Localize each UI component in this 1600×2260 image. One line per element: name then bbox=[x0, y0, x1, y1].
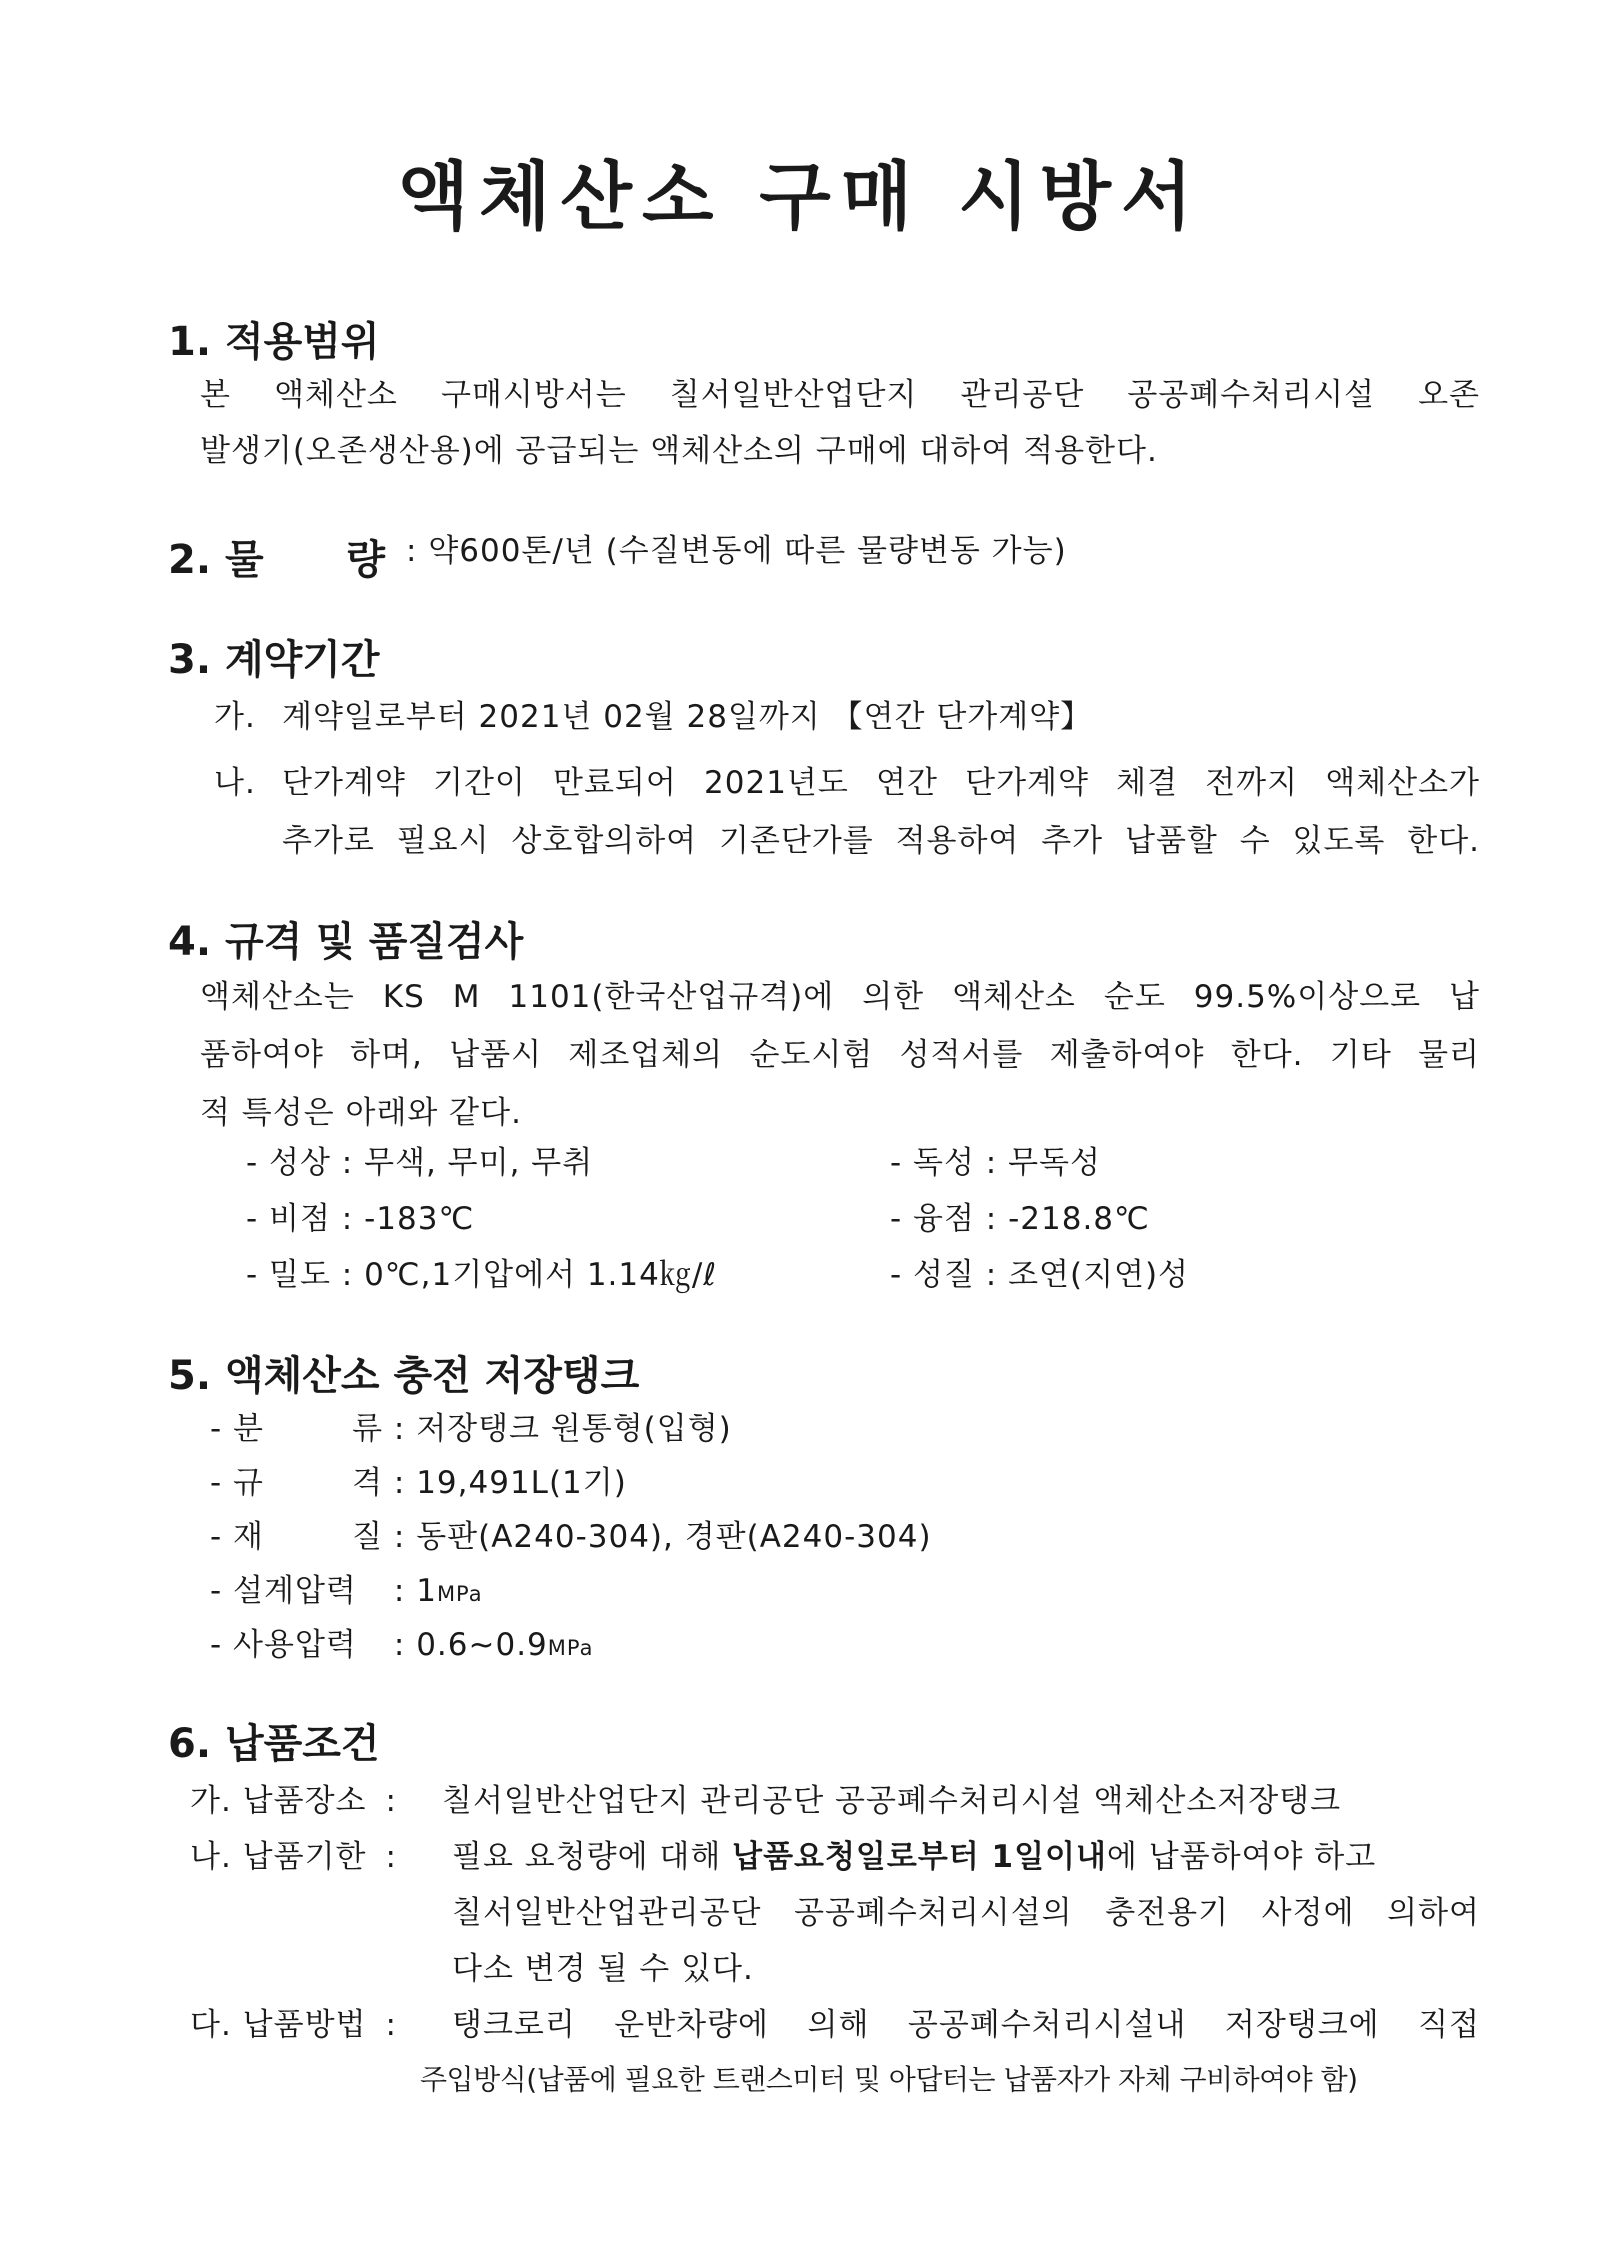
tank-spec-design-pressure bbox=[210, 1573, 483, 1609]
section-1-line-1: 본 액체산소 구매시방서는 칠서일반산업단지 관리공단 공공폐수처리시설 오존 bbox=[200, 377, 1480, 413]
tank-spec-type bbox=[210, 1411, 732, 1447]
section-1-line-2: 발생기(오존생산용)에 공급되는 액체산소의 구매에 대하여 적용한다. bbox=[200, 433, 1158, 469]
delivery-method-line-2: 주입방식(납품에 필요한 트랜스미터 및 아답터는 납품자가 자체 구비하여야 함) bbox=[420, 2063, 1358, 2096]
tank-spec-dash: - bbox=[210, 1627, 223, 1663]
section-2-text: 약600톤/년 (수질변동에 따른 물량변동 가능) bbox=[428, 533, 1067, 569]
section-2-colon: : bbox=[406, 533, 418, 569]
section-3-item-b-line-1: 단가계약 기간이 만료되어 2021년도 연간 단가계약 체결 전까지 액체산소가 bbox=[282, 765, 1480, 801]
delivery-deadline-row bbox=[190, 1839, 397, 1875]
delivery-place-marker: 가. bbox=[190, 1783, 232, 1819]
delivery-deadline-marker: 나. bbox=[190, 1839, 232, 1875]
section-4-line-1: 액체산소는 KS M 1101(한국산업규격)에 의한 액체산소 순도 99.5%이상으로 납 bbox=[200, 979, 1480, 1015]
delivery-deadline-line-3: 다소 변경 될 수 있다. bbox=[452, 1951, 754, 1987]
delivery-deadline-line-2: 칠서일반산업관리공단 공공폐수처리시설의 충전용기 사정에 의하여 bbox=[452, 1895, 1480, 1931]
section-2-value bbox=[406, 533, 1067, 569]
tank-spec-label: 분 류 bbox=[233, 1411, 384, 1447]
tank-spec-label: 재 질 bbox=[233, 1519, 384, 1555]
property-density: - 밀도 : 0℃,1기압에서 1.14㎏/ℓ bbox=[246, 1257, 718, 1293]
delivery-method-colon: : bbox=[385, 2007, 397, 2043]
tank-spec-dash: - bbox=[210, 1519, 223, 1555]
tank-spec-value: : 19,491L(1기) bbox=[393, 1465, 627, 1501]
tank-spec-unit: MPa bbox=[436, 1582, 483, 1606]
tank-spec-label: 설계압력 bbox=[233, 1573, 357, 1609]
section-2-heading bbox=[168, 528, 385, 585]
section-3-heading: 3. 계약기간 bbox=[168, 637, 380, 683]
tank-spec-value: : 저장탱크 원통형(입형) bbox=[393, 1411, 732, 1447]
tank-spec-operating-pressure bbox=[210, 1627, 594, 1663]
section-2-number: 2. bbox=[168, 537, 212, 583]
section-5-heading: 5. 액체산소 충전 저장탱크 bbox=[168, 1353, 640, 1399]
tank-spec-dash: - bbox=[210, 1573, 223, 1609]
section-3-item-a-marker: 가. bbox=[214, 699, 256, 735]
tank-spec-label: 사용압력 bbox=[233, 1627, 357, 1663]
delivery-place-value: 칠서일반산업단지 관리공단 공공폐수처리시설 액체산소저장탱크 bbox=[442, 1783, 1342, 1819]
section-3-item-b-marker: 나. bbox=[214, 765, 256, 801]
tank-spec-value: : 동판(A240-304), 경판(A240-304) bbox=[393, 1519, 932, 1555]
delivery-method-line-1: 탱크로리 운반차량에 의해 공공폐수처리시설내 저장탱크에 직접 bbox=[452, 2007, 1480, 2043]
tank-spec-material bbox=[210, 1519, 932, 1555]
section-4-line-3: 적 특성은 아래와 같다. bbox=[200, 1095, 522, 1131]
delivery-place-colon: : bbox=[385, 1783, 397, 1819]
document-title: 액체산소 구매 시방서 bbox=[397, 154, 1203, 240]
property-toxicity: - 독성 : 무독성 bbox=[890, 1145, 1101, 1181]
tank-spec-label: 규 격 bbox=[233, 1465, 384, 1501]
tank-spec-value: : 1 bbox=[393, 1573, 437, 1609]
tank-spec-capacity bbox=[210, 1465, 627, 1501]
delivery-deadline-label: 납품기한 bbox=[242, 1839, 367, 1875]
section-2-label: 물 량 bbox=[224, 537, 385, 583]
delivery-deadline-text: 에 납품하여야 하고 bbox=[1106, 1839, 1377, 1875]
section-3-item-b-line-2: 추가로 필요시 상호합의하여 기존단가를 적용하여 추가 납품할 수 있도록 한다. bbox=[282, 823, 1480, 859]
property-nature: - 성질 : 조연(지연)성 bbox=[890, 1257, 1190, 1293]
delivery-method-row bbox=[190, 2007, 397, 2043]
delivery-deadline-emphasis: 납품요청일로부터 1일이내 bbox=[732, 1839, 1107, 1875]
delivery-deadline-colon: : bbox=[385, 1839, 397, 1875]
tank-spec-dash: - bbox=[210, 1411, 223, 1447]
tank-spec-dash: - bbox=[210, 1465, 223, 1501]
property-appearance: - 성상 : 무색, 무미, 무취 bbox=[246, 1145, 594, 1181]
property-melting-point: - 융점 : -218.8℃ bbox=[890, 1201, 1150, 1237]
section-4-heading: 4. 규격 및 품질검사 bbox=[168, 919, 524, 965]
delivery-method-marker: 다. bbox=[190, 2007, 232, 2043]
tank-spec-value: : 0.6~0.9 bbox=[393, 1627, 548, 1663]
section-1-heading: 1. 적용범위 bbox=[168, 319, 380, 365]
tank-spec-unit: MPa bbox=[547, 1636, 594, 1660]
delivery-place-label: 납품장소 bbox=[242, 1783, 367, 1819]
section-4-line-2: 품하여야 하며, 납품시 제조업체의 순도시험 성적서를 제출하여야 한다. 기타 물리 bbox=[200, 1037, 1480, 1073]
property-boiling-point: - 비점 : -183℃ bbox=[246, 1201, 475, 1237]
delivery-place-row bbox=[190, 1783, 397, 1819]
section-3-item-a-text: 계약일로부터 2021년 02월 28일까지 【연간 단가계약】 bbox=[282, 699, 1093, 735]
delivery-deadline-line-1 bbox=[452, 1839, 1377, 1875]
section-6-heading: 6. 납품조건 bbox=[168, 1721, 380, 1767]
delivery-deadline-text: 필요 요청량에 대해 bbox=[452, 1839, 733, 1875]
delivery-method-label: 납품방법 bbox=[242, 2007, 367, 2043]
